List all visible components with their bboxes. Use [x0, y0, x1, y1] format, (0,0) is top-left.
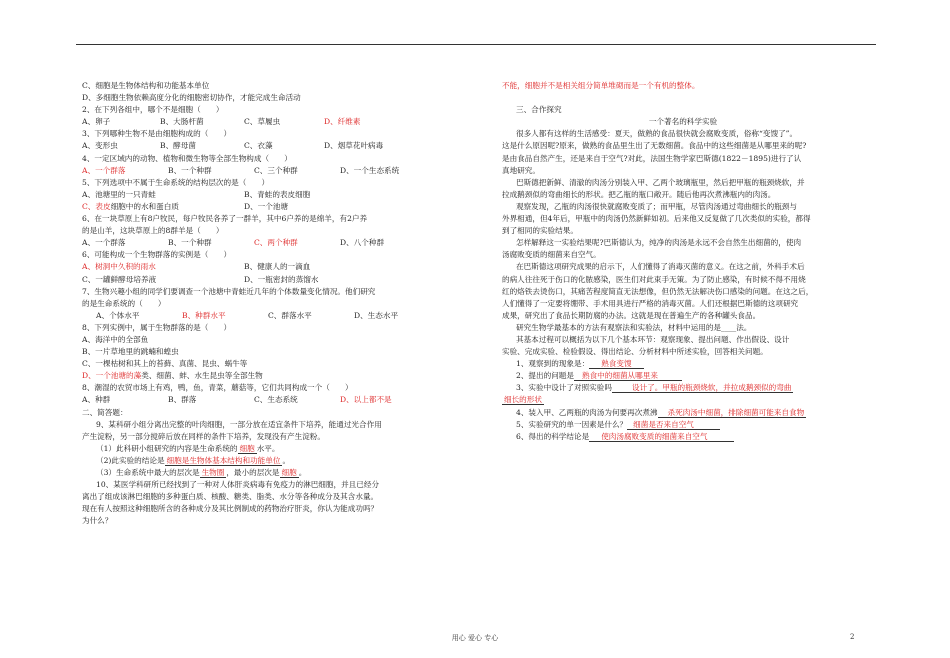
paragraph-line: 是由食品自然产生，还是来自于空气?对此，法国生物学家巴斯德(1822－1895)进行了认	[502, 153, 802, 163]
question-6: 6、在一块草原上有8户牧民，每户牧民各养了一群羊，其中6户养的是绵羊，有2户养	[82, 214, 368, 224]
answer-line	[502, 382, 864, 394]
options-7	[82, 310, 468, 322]
option: C、生态系统	[254, 395, 298, 405]
option: 细胞中的水和蛋白质	[110, 201, 179, 211]
options-2	[82, 116, 468, 128]
options-6x	[82, 261, 468, 273]
paragraph-line: 真地研究。	[502, 165, 540, 175]
question-text: 离出了组成该淋巴细胞的多种蛋白质、核酸、糖类、脂类、水分等各种成分及其含水量。	[82, 492, 379, 502]
paragraph-line: 很多人都有这样的生活感受：夏天，做熟的食品很快就会腐败变质，俗称“变馊了”。	[516, 129, 798, 139]
paragraph-line: 实验、完成实验、检验假设、得出结论、分析材料中所述实验，回答相关问题。	[502, 347, 768, 357]
options-3	[82, 140, 468, 152]
answer-label: 5、实验研究的单一因素是什么？	[516, 419, 628, 429]
paragraph-line: 研究生物学最基本的方法有观察法和实验法，材料中运用的是____法。	[516, 322, 752, 332]
option-answer: D、	[324, 117, 338, 127]
option: D、烟草花叶病毒	[324, 141, 384, 151]
option: A、变形虫	[82, 141, 118, 151]
answer-fill: 熟食变馊	[589, 359, 643, 369]
option: B、大肠杆菌	[160, 117, 204, 127]
option: A、池塘里的一只青蛙	[82, 189, 156, 199]
answer-label: 3、实验中设计了对照实验吗	[516, 383, 612, 393]
answer-label: （2)此实验的结论是	[96, 455, 165, 465]
question-5: 5、下列选项中不属于生命系统的结构层次的是（ ）	[82, 177, 270, 187]
answer-line	[502, 419, 864, 431]
option: A、卵子	[82, 117, 111, 127]
option: C、衣藻	[244, 141, 273, 151]
options-6x	[82, 274, 468, 286]
section-heading: 三、合作探究	[516, 105, 562, 115]
option: A、一个群落	[82, 238, 126, 248]
paragraph-line: 汤腐败变质的细菌来自空气。	[502, 250, 601, 260]
text-line: D、多细胞生物依赖高度分化的细胞密切协作，才能完成生命活动	[82, 93, 301, 103]
question-text: 产生淀粉，另一部分搅碎后放在同样的条件下培养，发现没有产生淀粉。	[82, 431, 325, 441]
option-answer: A、树洞中久积的雨水	[82, 262, 156, 272]
answer-label: 4、装入甲、乙两瓶的肉汤为何要再次煮沸	[516, 407, 658, 417]
question-text: 10、某医学科研所已经找到了一种对人体肝炎病毒有免疫力的淋巴细胞，并且已经分	[96, 480, 380, 490]
option-answer: C、表皮	[82, 201, 111, 211]
option: D、生态水平	[354, 310, 399, 320]
paragraph-line: 巴斯德把新鲜、清澈的肉汤分别装入甲、乙两个玻璃瓶里，然后把甲瓶的瓶颈烧软，并	[516, 177, 805, 187]
paragraph-line: 成果，研究出了食品长期防腐的办法。这就是现在普遍生产的各种罐头食品。	[502, 310, 761, 320]
question-6: 的是山羊，这块草原上的8群羊是（ ）	[82, 226, 224, 236]
paragraph-line: 人们懂得了一定要将绷带、手术用具进行严格的消毒灭菌。人们还根据巴斯德的这项研究	[502, 298, 799, 308]
options-5b	[82, 201, 468, 213]
question-6x: 6、可能构成一个生物群落的实例是（ ）	[82, 250, 232, 260]
answer-label: （3）生命系统中最大的层次是	[96, 468, 200, 477]
paragraph-line: 的病人往往死于伤口的化脓感染，医生们对此束手无策。为了防止感染，有时候不得不用烧	[502, 274, 806, 284]
option: B、群落	[168, 395, 197, 405]
question-7: 的是生命系统的（ ）	[82, 298, 166, 308]
answer-line	[82, 443, 468, 455]
option: C、群落水平	[268, 310, 312, 320]
answer-fill: 杀死肉汤中细菌，排除细菌可能来自食物	[658, 408, 807, 418]
option: C、一罐鲜酵母培养液	[82, 274, 157, 284]
answer-line	[82, 467, 468, 479]
question-text: 现在有人按照这种细胞所含的各种成分及其比例制成的药物治疗肝炎，你认为能成功吗？	[82, 504, 379, 514]
option: B、一个种群	[168, 165, 212, 175]
answer-label: 1、观察到的现象是：	[516, 359, 590, 369]
answer-line	[502, 394, 864, 406]
answer-fill: 细胞是生物体基本结构和功能单位	[166, 455, 281, 465]
answer-label: 。	[298, 468, 307, 477]
paragraph-line: 拉成鹅颈似的弯曲细长的形状。把乙瓶的瓶口敞开。随后他再次煮沸瓶内的肉汤。	[502, 189, 776, 199]
answer-fill: 设计了。甲瓶的瓶颈烧软，并拉成鹅颈似的弯曲	[612, 383, 793, 393]
option: C、草履虫	[244, 117, 281, 127]
option-answer	[82, 370, 468, 382]
paragraph-line: 在巴斯德这项研究成果的启示下，人们懂得了消毒灭菌的意义。在这之前，外科手术后	[516, 262, 805, 272]
option-text: 类、细菌、蚌、水生昆虫等全部生物	[141, 371, 263, 381]
option-answer: 纤维素	[337, 117, 361, 127]
page-footer: 用心 爱心 专心	[451, 634, 499, 642]
answer-line	[502, 407, 864, 419]
option-answer: D、以上都不是	[340, 395, 392, 405]
options-4	[82, 165, 468, 177]
header-rule	[76, 44, 876, 45]
option: C、三个种群	[254, 165, 298, 175]
question-7: 7、生物兴趣小组的同学们要调查一个池塘中青蛙近几年的个体数量变化情况。他们研究	[82, 286, 376, 296]
question-8: 8、下列实例中，属于生物群落的是（ ）	[82, 322, 232, 332]
option-answer: A、一个群落	[82, 165, 126, 175]
answer-line	[502, 370, 864, 382]
paragraph-line: 红的烙铁去烫伤口，其痛苦程度简直无法想像，但仍然无法解决伤口感染的问题。在这之后，	[502, 286, 814, 296]
answer-line	[502, 358, 864, 370]
option: D、一个池塘	[244, 201, 289, 211]
answer-fill: 生物圈	[201, 468, 225, 477]
options-6	[82, 237, 468, 249]
section-heading: 二、简答题：	[82, 407, 128, 417]
paragraph-line: 怎样解释这一实验结果呢?巴斯德认为，纯净的肉汤是永远不会自然生出细菌的，使肉	[516, 238, 802, 248]
option: A、个体水平	[96, 310, 140, 320]
answer-line	[502, 431, 864, 443]
answer-fill: 使肉汤腐败变质的细菌来自空气	[589, 432, 733, 442]
question-3: 3、下列哪种生物不是由细胞构成的（ ）	[82, 129, 232, 139]
option: D、一个生态系统	[340, 165, 400, 175]
paragraph-line: 这是什么原因呢?原来，做熟的食品里生出了无数细菌。食品中的这些细菌是从哪里来的呢?	[502, 141, 807, 151]
left-column	[82, 80, 468, 527]
paragraph-line: 观察发现，乙瓶的肉汤很快就腐败变质了；而甲瓶，尽管肉汤通过弯曲细长的瓶颈与	[516, 201, 797, 211]
option: B、一个种群	[168, 238, 212, 248]
option: D、八个种群	[340, 238, 385, 248]
option: A、海洋中的全部鱼	[82, 334, 149, 344]
answer-fill: 熟食中的细菌从哪里来	[574, 371, 682, 381]
answer-label: ，最小的层次是	[226, 468, 280, 477]
question-4: 4、一定区域内的动物、植物和微生物等全部生物构成（ ）	[82, 153, 292, 163]
option-answer: B、种群水平	[182, 310, 226, 320]
answer-label: （1）此科研小组研究的内容是生命系统的	[96, 443, 238, 453]
answer-text: 不能，细胞并不是相关组分简单堆砌而是一个有机的整体。	[502, 81, 700, 90]
option-answer: C、两个种群	[254, 238, 298, 248]
page-number: 2	[850, 633, 855, 641]
option: B、健康人的一滴血	[244, 262, 311, 272]
options-5	[82, 189, 468, 201]
answer-fill: 细长的形状	[504, 395, 542, 405]
answer-label: 6、得出的科学结论是	[516, 431, 590, 441]
option: D、一瓶密封的蒸馏水	[244, 274, 319, 284]
article-title: 一个著名的科学实验	[648, 117, 718, 127]
question-2: 2、在下列各组中，哪个不是细胞（ ）	[82, 105, 224, 115]
question-text: 9、某科研小组分离出完整的叶肉细胞，一部分放在适宜条件下培养，能通过光合作用	[96, 419, 382, 429]
question-text: 为什么？	[82, 516, 113, 526]
option: B、一片草地里的跳蝻和蝗虫	[82, 347, 179, 357]
paragraph-line: 到了相同的实验结果。	[502, 226, 578, 236]
answer-label: 水平。	[256, 443, 280, 453]
answer-line	[82, 455, 468, 467]
answer-fill: 细胞	[239, 443, 255, 453]
option-answer-text: D、一个池塘的藻	[82, 371, 142, 381]
text-line: C、细胞是生物体结构和功能基本单位	[82, 81, 210, 90]
option: B、酵母菌	[160, 141, 196, 151]
right-column	[502, 80, 864, 443]
paragraph-line: 其基本过程可以概括为以下几个基本环节：观察现象、提出问题、作出假设、设计	[516, 334, 790, 344]
answer-fill: 细菌是否来自空气	[627, 420, 720, 430]
question-9: 8、潮湿的农贸市场上有鸡，鸭，鱼，青菜，蘑菇等，它们共同构成一个（ ）	[82, 383, 353, 393]
option: C、一棵枯树和其上的苔藓、真菌、昆虫、蜗牛等	[82, 359, 248, 369]
answer-fill: 细胞	[281, 468, 297, 477]
answer-label: 2、提出的问题是	[516, 371, 574, 381]
answer-label: 。	[282, 455, 291, 465]
option: A、种群	[82, 395, 111, 405]
paragraph-line: 外界相通，但4年后，甲瓶中的肉汤仍然新鲜如初。后来他又反复做了几次类似的实验，都得	[502, 214, 811, 224]
options-9	[82, 394, 468, 406]
option: B、青蛙的表皮细胞	[244, 189, 311, 199]
